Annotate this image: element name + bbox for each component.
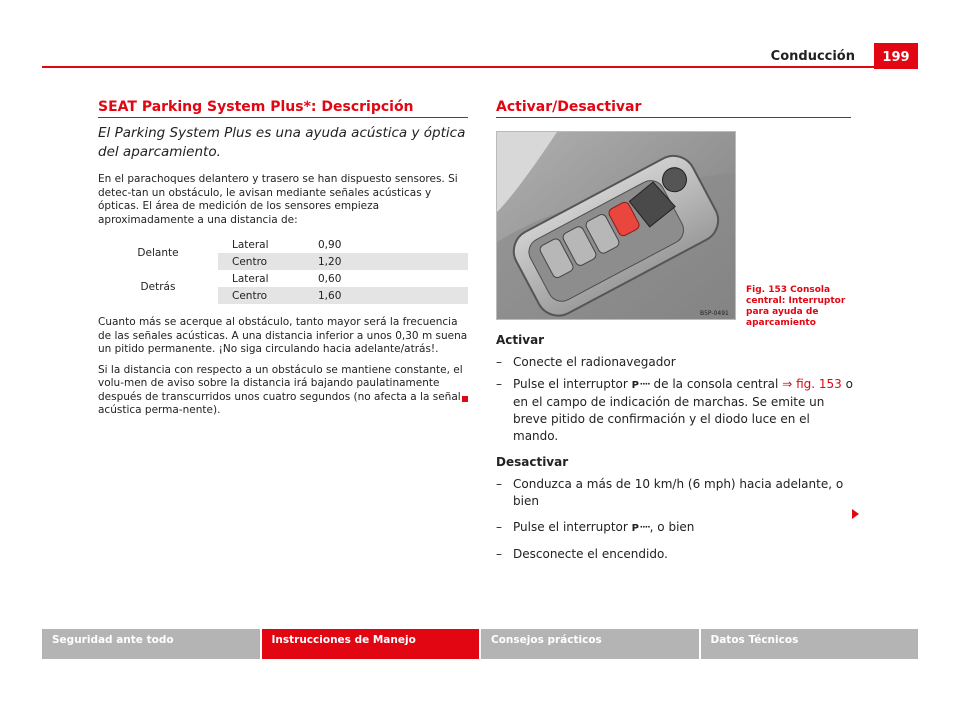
red-triangle-right-icon xyxy=(852,509,859,519)
table-cell-value: 0,90 xyxy=(318,238,342,251)
deactivate-step-1: Conduzca a más de 10 km/h (6 mph) hacia adelante, o bien xyxy=(513,477,844,508)
steps-block xyxy=(496,332,856,568)
left-column xyxy=(98,99,466,115)
header-rule xyxy=(42,66,874,68)
table-cell-value: 1,20 xyxy=(312,253,468,270)
intro-paragraph: En el parachoques delantero y trasero se han dispuesto sensores. Si detec-tan un obstáculo, le avisan mediante señales acústicas y ópticas. El área de medición de los sensores empieza aproximadamente a una distancia de: xyxy=(98,173,458,226)
running-header: Conducción xyxy=(770,49,855,64)
left-body xyxy=(98,124,468,418)
distance-table xyxy=(98,236,468,304)
parking-sensor-icon: P᠁ xyxy=(631,523,650,534)
table-group-front: Delante xyxy=(137,247,179,259)
section-title-description: SEAT Parking System Plus*: Descripción xyxy=(98,99,414,115)
volume-paragraph: Si la distancia con respecto a un obstáculo se mantiene constante, el volu-men de aviso sobre la distancia irá bajando paulatinamente después de transcurridos unos cuatro segundos (no afecta a la señal acústica perma-nente). xyxy=(98,363,463,416)
parking-sensor-icon: P᠁ xyxy=(631,380,650,391)
frequency-paragraph: Cuanto más se acerque al obstáculo, tanto mayor será la frecuencia de las señales acústicas. A una distancia inferior a unos 0,30 m suena un pitido permanente. ¡No siga circulando hacia adelante/atrás!. xyxy=(98,316,468,355)
dash-bullet: – xyxy=(496,377,502,391)
dash-bullet: – xyxy=(496,547,502,561)
activate-step-1: Conecte el radionavegador xyxy=(513,355,676,369)
table-group-rear: Detrás xyxy=(140,281,176,293)
figure-reference-link[interactable]: ⇒ fig. 153 xyxy=(782,377,842,391)
list-item xyxy=(496,354,856,371)
footer-tab-datos[interactable]: Datos Técnicos xyxy=(701,629,919,659)
step-text: de la consola central xyxy=(653,377,779,391)
figure-caption xyxy=(746,285,856,329)
section-title-activate: Activar/Desactivar xyxy=(496,99,642,115)
table-cell-position: Lateral xyxy=(232,238,269,251)
red-square-icon xyxy=(462,396,468,402)
right-column xyxy=(496,99,851,115)
activate-heading: Activar xyxy=(496,333,545,347)
lead-text: El Parking System Plus es una ayuda acústica y óptica del aparcamiento. xyxy=(98,125,466,160)
table-cell-position: Lateral xyxy=(232,272,269,285)
center-console-illustration xyxy=(497,132,736,320)
page-number: 199 xyxy=(874,43,918,69)
dash-bullet: – xyxy=(496,477,502,491)
dash-bullet: – xyxy=(496,355,502,369)
section-title-rule xyxy=(98,117,468,118)
deactivate-heading: Desactivar xyxy=(496,455,569,469)
footer-tab-seguridad[interactable]: Seguridad ante todo xyxy=(42,629,260,659)
footer-nav xyxy=(42,629,918,659)
table-cell-position: Centro xyxy=(218,253,312,270)
list-item xyxy=(496,519,856,537)
table-cell-position: Centro xyxy=(218,287,312,304)
deactivate-step-2 xyxy=(513,519,694,537)
section-title-rule xyxy=(496,117,851,118)
step-text: , o bien xyxy=(649,520,695,534)
list-item xyxy=(496,546,856,563)
figure-center-console xyxy=(496,131,736,320)
figure-code: B5P-0491 xyxy=(700,310,729,317)
list-item xyxy=(496,376,856,445)
step-text: Pulse el interruptor xyxy=(513,520,628,534)
figure-caption-label: Fig. 153 xyxy=(746,285,788,295)
dash-bullet: – xyxy=(496,520,502,534)
table-cell-value: 0,60 xyxy=(318,272,342,285)
table-cell-value: 1,60 xyxy=(312,287,468,304)
activate-step-2 xyxy=(513,376,856,445)
footer-tab-instrucciones[interactable]: Instrucciones de Manejo xyxy=(262,629,480,659)
step-text: o en el campo de indicación de marchas. Se emite un breve pitido de confirmación y el diodo luce en el mando. xyxy=(513,377,853,443)
deactivate-step-3: Desconecte el encendido. xyxy=(513,547,668,561)
footer-tab-consejos[interactable]: Consejos prácticos xyxy=(481,629,699,659)
step-text: Pulse el interruptor xyxy=(513,377,628,391)
figure-caption-text: Consola central: Interruptor para ayuda de aparcamiento xyxy=(746,285,846,328)
list-item xyxy=(496,476,856,510)
